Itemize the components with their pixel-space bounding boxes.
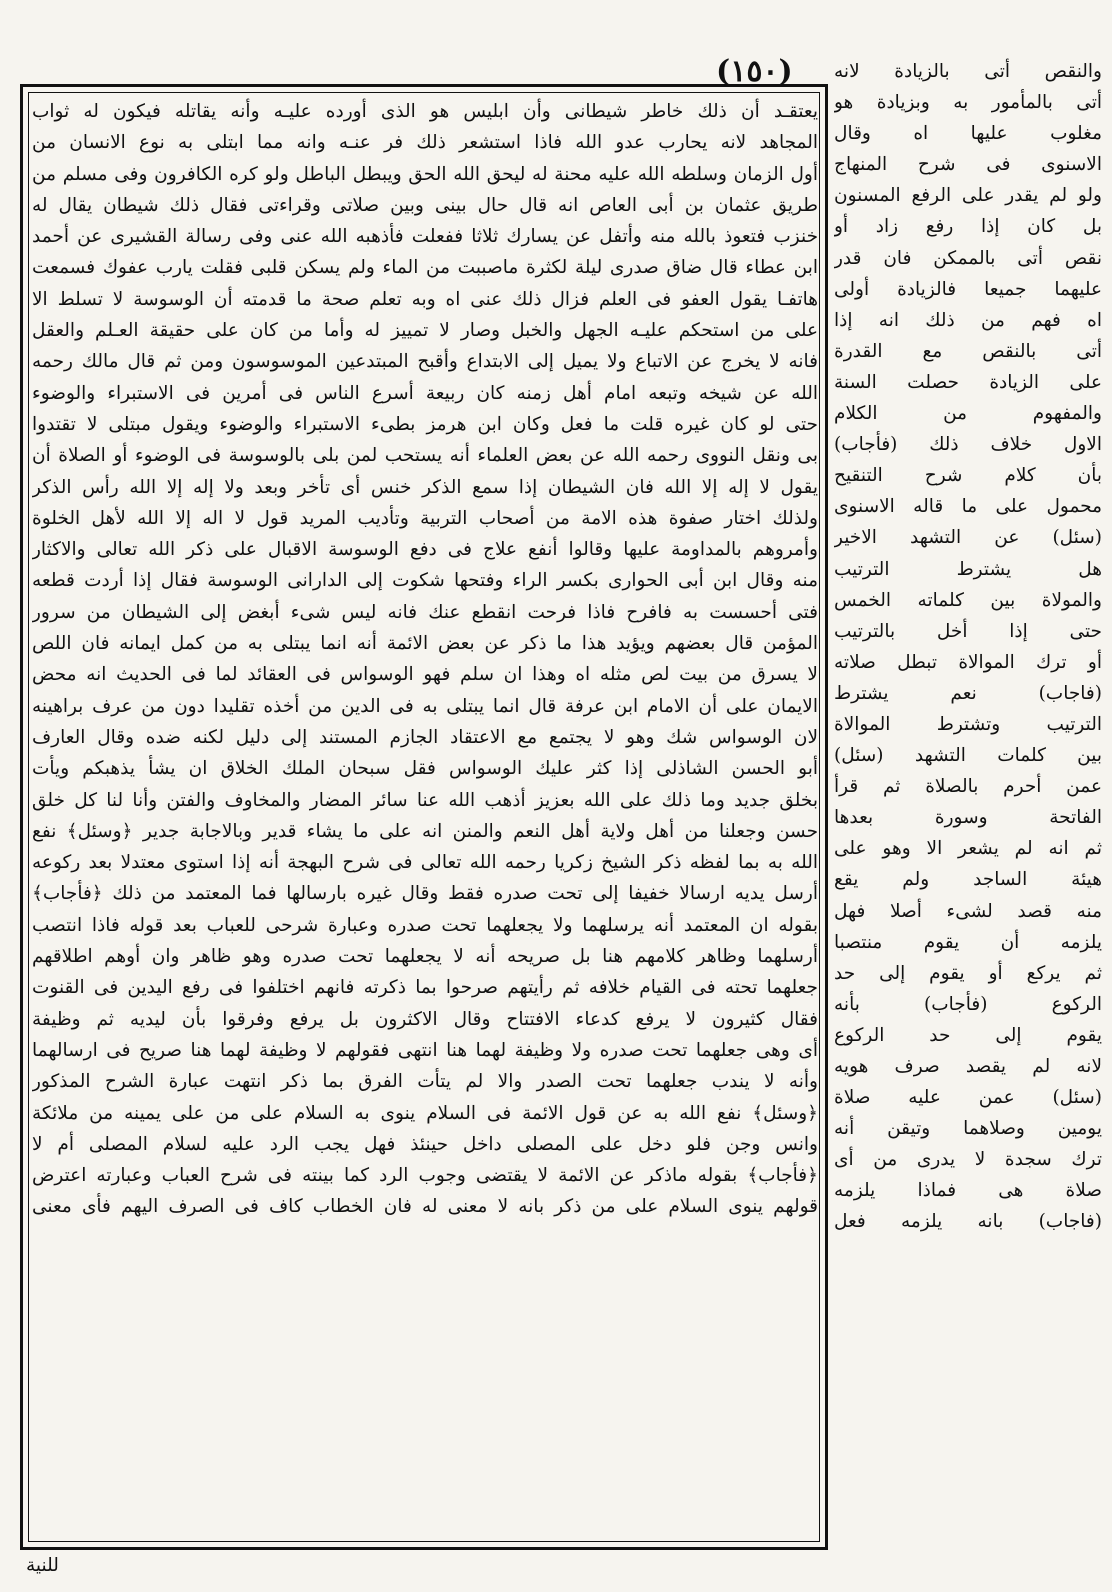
body-text-line: المجاهد لانه يحارب عدو الله فاذا استشعر ذلك فر عنـه وانه مما ابتلى به نوع الانسان من [32,132,818,154]
margin-text-line: ترك سجدة لا يدرى من أى [834,1149,1102,1171]
margin-text-line: (سئل) عمن عليه صلاة [834,1087,1102,1109]
body-text-line: لا يسرق من بيت لص مثله اه وهذا ان سلم فهو الوسواس فى العقائد لما فى الحديث انه محض [32,664,818,686]
margin-text-line: منه قصد لشىء أصلا فهل [834,900,1102,922]
body-text-line: ابن عطاء قال ضاق صدرى ليلة لكثرة ماصببت من الماء ولم يسكن قلبى فقلت يارب عفوك فسمعت [32,257,818,279]
margin-text-line: يلزمه أن يقوم منتصبا [834,931,1102,953]
body-text-line: بى ونقل النووى رحمه الله عن بعض العلماء أنه يستحب لمن بلى بالوسوسة فى الوضوء أو الصلاة أن [32,445,818,467]
body-text-line: بخلق جديد وما ذلك على الله بعزيز أذهب الله عنا سائر المضار والمخاوف والفتن وأنا لنا كل خلق [32,789,818,811]
body-text-line: هاتفـا يقول العفو فى العلم فزال ذلك عنى اه وبه تعلم صحة ما قدمته أن الوسوسة لا تسلط الا [32,288,818,310]
margin-text-line: بين كلمات التشهد (سئل) [834,745,1102,767]
margin-text-line: الفاتحة وسورة بعدها [834,807,1102,829]
body-text-line: فقال كثيرون لا يرفع كدعاء الافتتاح وقال الاكثرون بل يرفع وفرقوا بأن ليديه ثم وظيفة [32,1008,818,1030]
body-text-line: جعلهما تحته فى القيام خلافه ثم رأيتهم صرحوا بما ذكرته فانهم اختلفوا فى رفع اليدين فى القنوت [32,977,818,999]
margin-text-line: لانه لم يقصد صرف هويه [834,1056,1102,1077]
body-text-line: قولهم ينوى السلام على من ذكر بانه لا معنى له فان الخطاب كاف فى الصرف اليهم فأى معنى [32,1196,818,1218]
body-text-line: لان الوسواس شك وهو لا يجتمع مع الاعتقاد الجازم المستند إلى دليل لكنه ضده وقال العارف [32,726,818,748]
body-text-line: طريق عثمان بن أبى العاص انه قال حال بينى وبين صلاتى وقراءتى فقال ذلك شيطان يقال له [32,194,818,216]
margin-text-line: والمفهوم من الكلام [834,403,1102,425]
margin-text-line: حتى إذا أخل بالترتيب [834,620,1102,642]
margin-text-line: يقوم إلى حد الركوع [834,1024,1102,1046]
body-text-line: أبو الحسن الشاذلى إذا كثر عليك الوسواس فقل سبحان الملك الخلاق ان يشأ يذهبكم ويأت [32,758,818,780]
body-text-line: على من استحكم عليـه الجهل والخبل وصار لا تمييز له وأما من كان على حقيقة العـلم والعقل [32,320,818,342]
margin-text-line: محمول على ما قاله الاسنوى [834,496,1102,518]
body-text-line: وانس وجن فلو دخل على المصلى داخل حينئذ فهل يجب الرد عليه لسلام المصلى أم لا [32,1133,818,1155]
margin-text-line: هيئة الساجد ولم يقع [834,869,1102,891]
margin-text-line: على الزيادة حصلت السنة [834,371,1102,393]
page-number: (١٥٠) [716,54,793,89]
body-text-line: الله به بما لفظه ذكر الشيخ زكريا رحمه الله تعالى فى شرح البهجة أنه إذا استوى معتدلا بعد ركوعه [32,852,818,874]
body-text-line: يعتقـد أن ذلك خاطر شيطانى وأن ابليس هو الذى أورده عليـه وأنه يقاتله فيكون له ثواب [32,101,818,122]
body-text-line: المؤمن قال بعضهم ويؤيد هذا ما ذكر عن بعض الائمة أنه انما يبتلى به من كمل ايمانه فان اللص [32,633,818,655]
margin-text-line: (سئل) عن التشهد الاخير [834,527,1102,549]
margin-text-line: صلاة هى فماذا يلزمه [834,1180,1102,1202]
margin-text-line: بأن كلام شرح التنقيح [834,465,1102,487]
margin-text-line: الاسنوى فى شرح المنهاج [834,154,1102,176]
body-text-line: بقوله ان المعتمد أنه يرسلهما ولا يجعلهما تحت صدره وعبارة شرحى للعباب بعد قوله فاذا انتصب [32,914,818,936]
margin-text-line: الترتيب وتشترط الموالاة [834,713,1102,735]
body-text-line: يقول لا إله إلا الله فان الشيطان إذا سمع الذكر خنس أى تأخر وبعد ولا إله إلا الله رأس الذكر [32,476,818,498]
margin-text-line: اه فهم من ذلك انه إذا [834,309,1102,331]
body-text-line: الله عن شيخه وتبعه امام أهل زمنه كان ربيعة أسرع الناس فى أمرين فى الاستبراء والوضوء [32,382,818,404]
margin-text-line: الركوع (فأجاب) بأنه [834,993,1102,1015]
margin-text-line: الاول خلاف ذلك (فأجاب) [834,434,1102,456]
margin-text-line: والنقص أتى بالزيادة لانه [834,61,1102,82]
body-text-line: وأنه لا يندب جعلهما تحت الصدر والا لم يتأت الفرق بما ذكر انتهت عبارة الشرح المذكور [32,1071,818,1093]
margin-text-line: أتى بالمأمور به وبزيادة هو [834,92,1102,114]
margin-text-line: بل كان إذا رفع زاد أو [834,216,1102,238]
margin-text-line: ثم انه لم يشعر الا وهو على [834,838,1102,860]
body-text-line: ﴿وسئل﴾ نفع الله به عن قول الائمة فى السلام ينوى به السلام على من على يمينه من ملائكة [32,1102,818,1124]
body-text-line: وأمروهم بالمداومة عليها وقالوا أنفع علاج فى دفع الوسوسة الاقبال على ذكر الله تعالى والاكثار [32,539,818,561]
margin-text-line: ثم يركع أو يقوم إلى حد [834,962,1102,984]
body-text-line: حتى لو كان غيره قلت ما فعل وكان ابن هرمز بطىء الاستبراء والوضوء ويقول مبتلى لا تقتدوا [32,413,818,435]
body-text-line: أرسل يديه ارسالا خفيفا إلى تحت صدره فقط وقال غيره بارسالها فما المعتمد من ذلك ﴿فأجاب﴾ [32,883,818,905]
margin-text-line: والمولاة بين كلماته الخمس [834,589,1102,611]
margin-text-line: أتى بالنقص مع القدرة [834,340,1102,362]
margin-text-line: يومين وصلاهما وتيقن أنه [834,1118,1102,1140]
body-text-line: أى وهى جعلهما تحت صدره ولا وظيفة لهما هنا انتهى فقولهم لا وظيفة لهما هنا صريح فى ارسالهما [32,1039,818,1061]
body-text-line: حسن وجعلنا من أهل ولاية أهل النعم والمنن انه على ما يشاء قدير وبالاجابة جدير ﴿وسئل﴾ نفع [32,820,818,842]
catchword: للنية [26,1555,59,1576]
margin-text-line: (فاجاب) بانه يلزمه فعل [834,1211,1102,1233]
main-text-column [32,96,818,1536]
body-text-line: فانه لا يخرج عن الاتباع ولا يميل إلى الابتداع وأقبح المبتدعين الموسوسون ومن ثم قال مالك رحمه [32,351,818,373]
body-text-line: أول الزمان وسلطه الله عليه محنة له ليحق الله الحق ويبطل الباطل ولو كره الكافرون وفى مسلم من [32,163,818,185]
body-text-line: الايمان على أن الامام ابن عرفة قال انما يبتلى به فى الدين من أخذه تقليدا دون من عرف براهينه [32,695,818,717]
body-text-line: ولذلك اختار صفوة هذه الامة من أصحاب التربية وتأديب المريد قول لا اله إلا الله لأهل الخلوة [32,507,818,529]
margin-text-line: هل يشترط الترتيب [834,558,1102,580]
margin-text-line: عليهما جميعا فالزيادة أولى [834,278,1102,300]
margin-text-line: نقص أتى بالممكن فان قدر [834,247,1102,269]
margin-text-line: مغلوب عليها اه وقال [834,123,1102,145]
body-text-line: ﴿فأجاب﴾ بقوله ماذكر عن الائمة لا يقتضى وجوب الرد كما بينته فى شرح العباب وعبارته اعترض [32,1165,818,1187]
margin-text-line: أو ترك الموالاة تبطل صلاته [834,651,1102,673]
body-text-line: أرسلهما وظاهر كلامهم هنا بل صريحه أنه لا يجعلهما تحت صدره وهو ظاهر وان أوهم اطلاقهم [32,946,818,968]
margin-text-line: (فاجاب) نعم يشترط [834,682,1102,704]
body-text-line: منه وقال ابن أبى الحوارى بكسر الراء وفتحها شكوت إلى الدارانى الوسوسة فقال إذا أردت قطعه [32,570,818,592]
margin-text-line: ولو لم يقدر على الرفع المسنون [834,185,1102,207]
body-text-line: فتى أحسست به فافرح فاذا فرحت انقطع عنك فانه ليس شىء أبغض إلى الشيطان من سرور [32,601,818,623]
margin-commentary-column [834,56,1102,1546]
body-text-line: خنزب فتعوذ بالله منه وأتفل عن يسارك ثلاثا ففعلت فأذهبه الله عنى وفى رسالة القشيرى عن أحمد [32,226,818,248]
margin-text-line: عمن أحرم بالصلاة ثم قرأ [834,776,1102,798]
